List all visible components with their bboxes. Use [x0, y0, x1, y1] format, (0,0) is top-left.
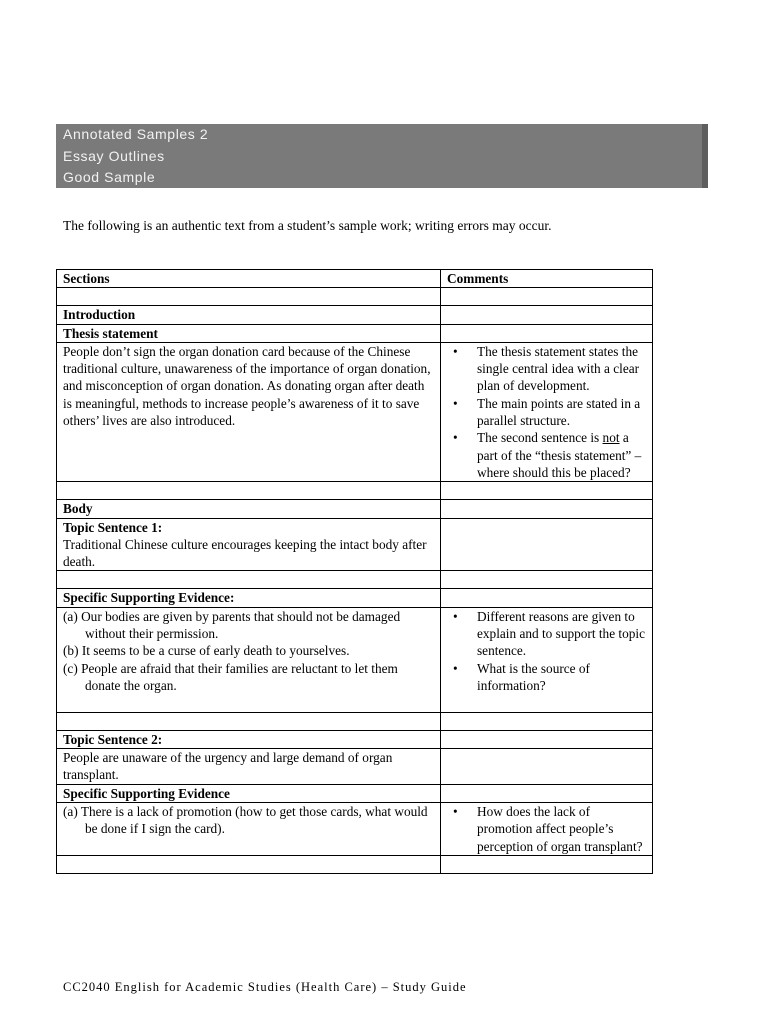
list-item: • How does the lack of promotion affect people’s perception of organ transplant?: [447, 803, 646, 855]
list-item: (a) Our bodies are given by parents that should not be damaged without their permission.: [63, 608, 401, 642]
topic-sentence-1: Topic Sentence 1: Traditional Chinese culture encourages keeping the intact body after death.: [57, 518, 441, 571]
table-row: [57, 730, 653, 748]
column-header-sections: Sections: [57, 270, 441, 288]
table-row: [57, 589, 653, 607]
page-footer: CC2040 English for Academic Studies (Health Care) – Study Guide: [63, 980, 467, 994]
topic-sentence-2-text: People are unaware of the urgency and large demand of organ transplant.: [57, 749, 441, 785]
evidence-2-comments: [441, 802, 653, 855]
evidence-1-list: [57, 607, 441, 712]
table-header-row: [57, 270, 653, 288]
label-supporting-evidence-2: Specific Supporting Evidence: [57, 784, 441, 802]
label-supporting-evidence-1: Specific Supporting Evidence:: [57, 589, 441, 607]
spacer-row: [57, 712, 653, 730]
spacer-row: [57, 571, 653, 589]
list-item: • Different reasons are given to explain and to support the topic sentence.: [447, 608, 646, 660]
table-row: [57, 342, 653, 481]
header-title: Annotated Samples 2: [63, 126, 209, 142]
list-item: (a) There is a lack of promotion (how to get those cards, what would be done if I sign the card).: [63, 803, 428, 837]
heading-introduction: Introduction: [57, 306, 441, 324]
table-row: [57, 518, 653, 571]
table-row: [57, 607, 653, 712]
header-subtitle: Essay Outlines: [63, 147, 165, 164]
list-item: (b) It seems to be a curse of early death to yourselves.: [63, 643, 350, 659]
column-header-comments: Comments: [441, 270, 653, 288]
label-thesis-statement: Thesis statement: [57, 324, 441, 342]
outline-table: [56, 269, 653, 874]
label-topic-sentence-2: Topic Sentence 2:: [57, 730, 441, 748]
list-item: • The thesis statement states the single central idea with a clear plan of development.: [447, 343, 646, 395]
spacer-row: [57, 855, 653, 873]
table-row: [57, 802, 653, 855]
table-row: [57, 324, 653, 342]
list-item: • The main points are stated in a parallel structure.: [447, 395, 646, 430]
evidence-1-comments: [441, 607, 653, 712]
spacer-row: [57, 482, 653, 500]
spacer-row: [57, 288, 653, 306]
list-item: (c) People are afraid that their families are reluctant to let them donate the organ.: [63, 660, 398, 693]
thesis-comments: [441, 342, 653, 481]
evidence-2-list: [57, 802, 441, 855]
list-item: • The second sentence is not a part of the “thesis statement” – where should this be placed?: [447, 429, 646, 481]
intro-note: The following is an authentic text from a student’s sample work; writing errors may occur.: [63, 218, 552, 233]
section-header-band: [56, 124, 708, 188]
heading-body: Body: [57, 500, 441, 518]
table-row: [57, 784, 653, 802]
thesis-text: People don’t sign the organ donation card because of the Chinese traditional culture, unawareness of the importance of organ donation, and misconception of organ donation. As donating organ after death is meaningful, methods to increase people’s awareness of it to save others’ lives are also introduced.: [57, 342, 441, 481]
table-row: [57, 749, 653, 785]
table-row: [57, 306, 653, 324]
table-row: [57, 500, 653, 518]
header-sample-label: Good Sample: [63, 169, 156, 185]
list-item: • What is the source of information?: [447, 660, 646, 695]
